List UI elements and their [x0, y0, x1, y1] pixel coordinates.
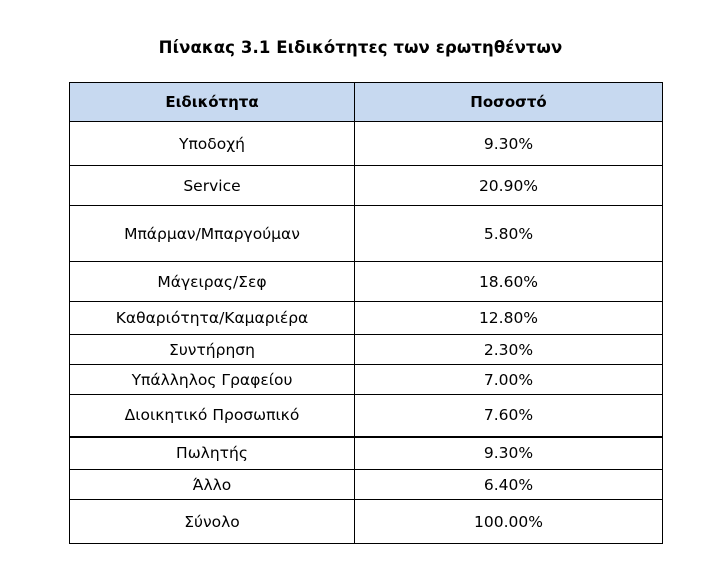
table-row	[70, 437, 663, 470]
specialty-cell: Πωλητής	[70, 437, 355, 470]
specialty-cell: Service	[70, 166, 355, 206]
total-percent-cell: 100.00%	[355, 500, 663, 544]
table-row	[70, 335, 663, 365]
table-row	[70, 470, 663, 500]
specialty-cell: Υπάλληλος Γραφείου	[70, 365, 355, 395]
table-header-row	[70, 83, 663, 122]
percent-cell: 6.40%	[355, 470, 663, 500]
specialty-cell: Καθαριότητα/Καμαριέρα	[70, 302, 355, 335]
percent-cell: 2.30%	[355, 335, 663, 365]
table-row	[70, 500, 663, 544]
table-row	[70, 365, 663, 395]
table-row	[70, 206, 663, 262]
specialty-cell: Μπάρμαν/Μπαργούμαν	[70, 206, 355, 262]
column-header-percent: Ποσοστό	[355, 83, 663, 122]
specialty-cell: Συντήρηση	[70, 335, 355, 365]
specialty-cell: Μάγειρας/Σεφ	[70, 262, 355, 302]
specialties-table	[69, 82, 663, 544]
table-row	[70, 166, 663, 206]
total-label-cell: Σύνολο	[70, 500, 355, 544]
percent-cell: 20.90%	[355, 166, 663, 206]
table-row	[70, 302, 663, 335]
percent-cell: 7.60%	[355, 395, 663, 437]
percent-cell: 9.30%	[355, 122, 663, 166]
table-row	[70, 262, 663, 302]
percent-cell: 9.30%	[355, 437, 663, 470]
specialty-cell: Άλλο	[70, 470, 355, 500]
table-row	[70, 395, 663, 437]
percent-cell: 12.80%	[355, 302, 663, 335]
percent-cell: 18.60%	[355, 262, 663, 302]
specialty-cell: Διοικητικό Προσωπικό	[70, 395, 355, 437]
table-row	[70, 122, 663, 166]
table-title: Πίνακας 3.1 Ειδικότητες των ερωτηθέντων	[158, 38, 563, 57]
column-header-specialty: Ειδικότητα	[70, 83, 355, 122]
percent-cell: 5.80%	[355, 206, 663, 262]
specialty-cell: Υποδοχή	[70, 122, 355, 166]
percent-cell: 7.00%	[355, 365, 663, 395]
